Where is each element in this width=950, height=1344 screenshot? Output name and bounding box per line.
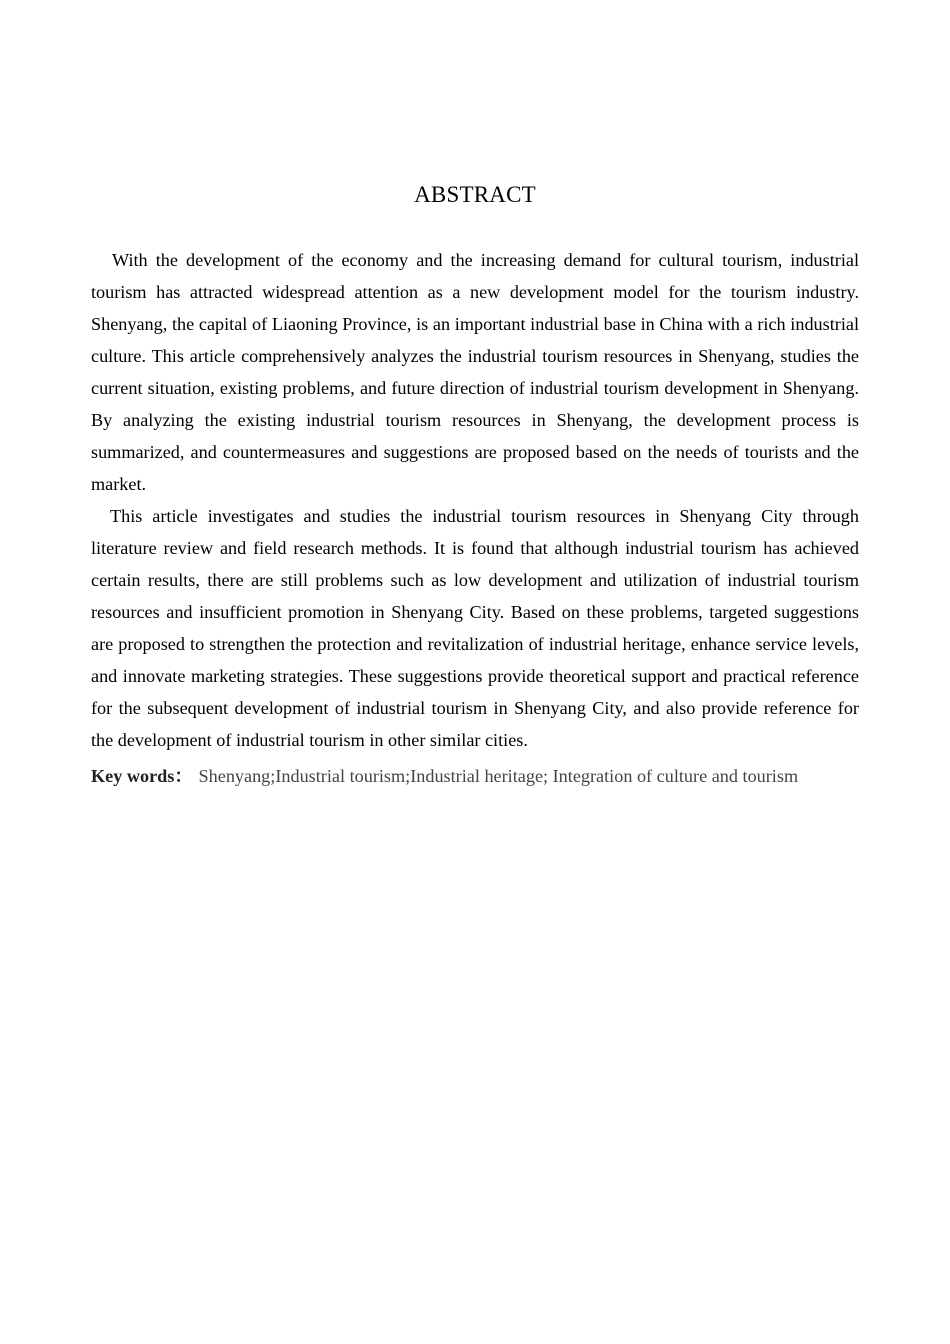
keywords-line xyxy=(91,762,871,790)
keywords-label: Key words： xyxy=(91,766,193,786)
abstract-body xyxy=(91,244,859,756)
abstract-title: ABSTRACT xyxy=(414,182,536,207)
abstract-paragraph-2: This article investigates and studies the industrial tourism resources in Shenyang City through literature review and field research methods. It is found that although industrial tourism has achieved certain results, there are still problems such as low development and utilization of industrial tourism resources and insufficient promotion in Shenyang City. Based on these problems, targeted suggestions are proposed to strengthen the protection and revitalization of industrial heritage, enhance service levels, and innovate marketing strategies. These suggestions provide theoretical support and practical reference for the subsequent development of industrial tourism in Shenyang City, and also provide reference for the development of industrial tourism in other similar cities. xyxy=(91,506,859,750)
abstract-paragraph-1: With the development of the economy and the increasing demand for cultural tourism, industrial tourism has attracted widespread attention as a new development model for the tourism industry. Shenyang, the capital of Liaoning Province, is an important industrial base in China with a rich industrial culture. This article comprehensively analyzes the industrial tourism resources in Shenyang, studies the current situation, existing problems, and future direction of industrial tourism development in Shenyang. By analyzing the existing industrial tourism resources in Shenyang, the development process is summarized, and countermeasures and suggestions are proposed based on the needs of tourists and the market. xyxy=(91,250,859,494)
keywords-value: Shenyang;Industrial tourism;Industrial heritage; Integration of culture and tourism xyxy=(198,766,799,786)
